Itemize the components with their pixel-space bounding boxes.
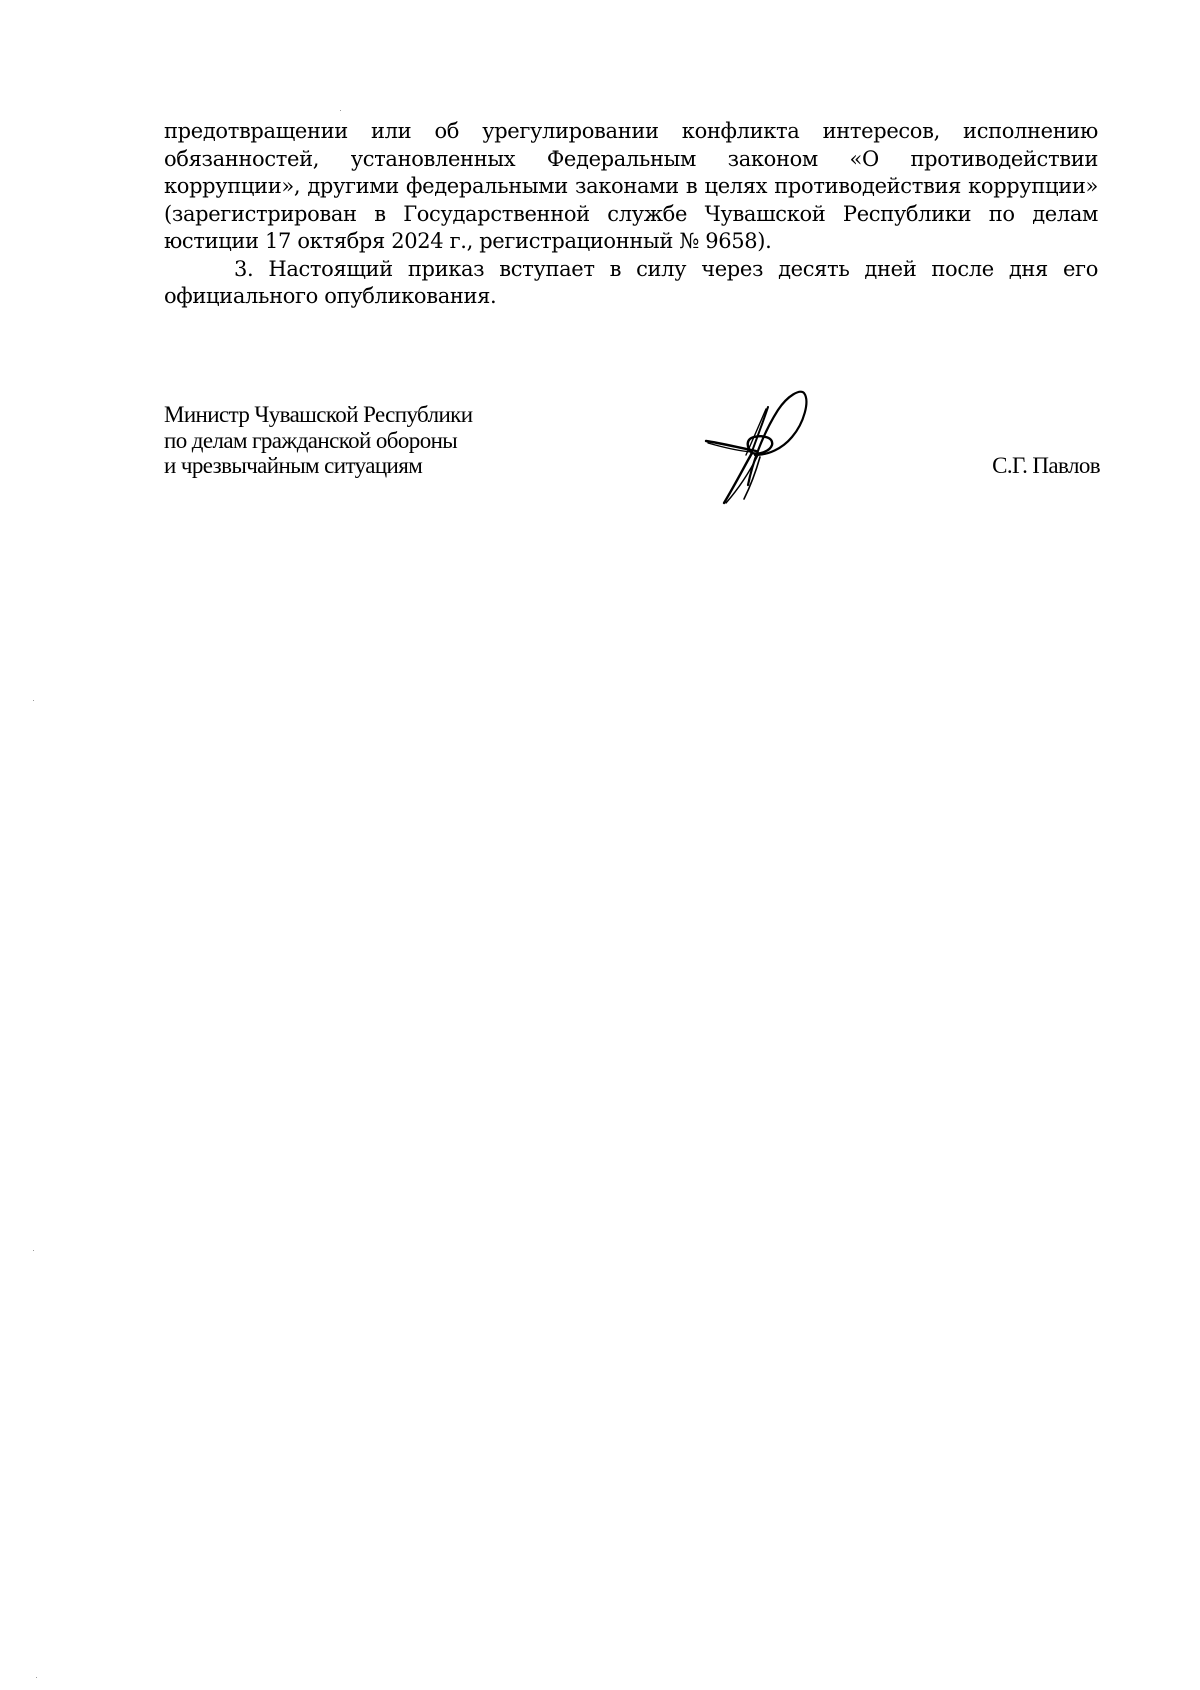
scan-speck [340, 110, 341, 111]
signature-block [164, 402, 1098, 512]
scan-speck [36, 1677, 37, 1678]
signer-position [164, 402, 472, 479]
scan-speck [33, 1250, 34, 1251]
signer-position-line: Министр Чувашской Республики [164, 402, 473, 427]
handwritten-signature-icon [700, 385, 820, 510]
signer-position-line: и чрезвычайным ситуациям [164, 453, 423, 478]
signer-position-line: по делам гражданской обороны [164, 427, 458, 453]
signer-name: С.Г. Павлов [992, 453, 1100, 478]
paragraph-continuation: предотвращении или об урегулировании конфликта интересов, исполнению обязанностей, установленных Федеральным законом «О противодействии коррупции», другими федеральными законами в целях противодействия коррупции» (зарегистрирован в Государственной службе Чувашской Республики по делам юстиции 17 октября 2024 г., регистрационный № 9658). [164, 119, 1098, 253]
scan-speck [33, 700, 34, 701]
paragraph-item-3: 3. Настоящий приказ вступает в силу через десять дней после дня его официального опубликования. [164, 256, 1098, 308]
document-body [164, 118, 1098, 311]
